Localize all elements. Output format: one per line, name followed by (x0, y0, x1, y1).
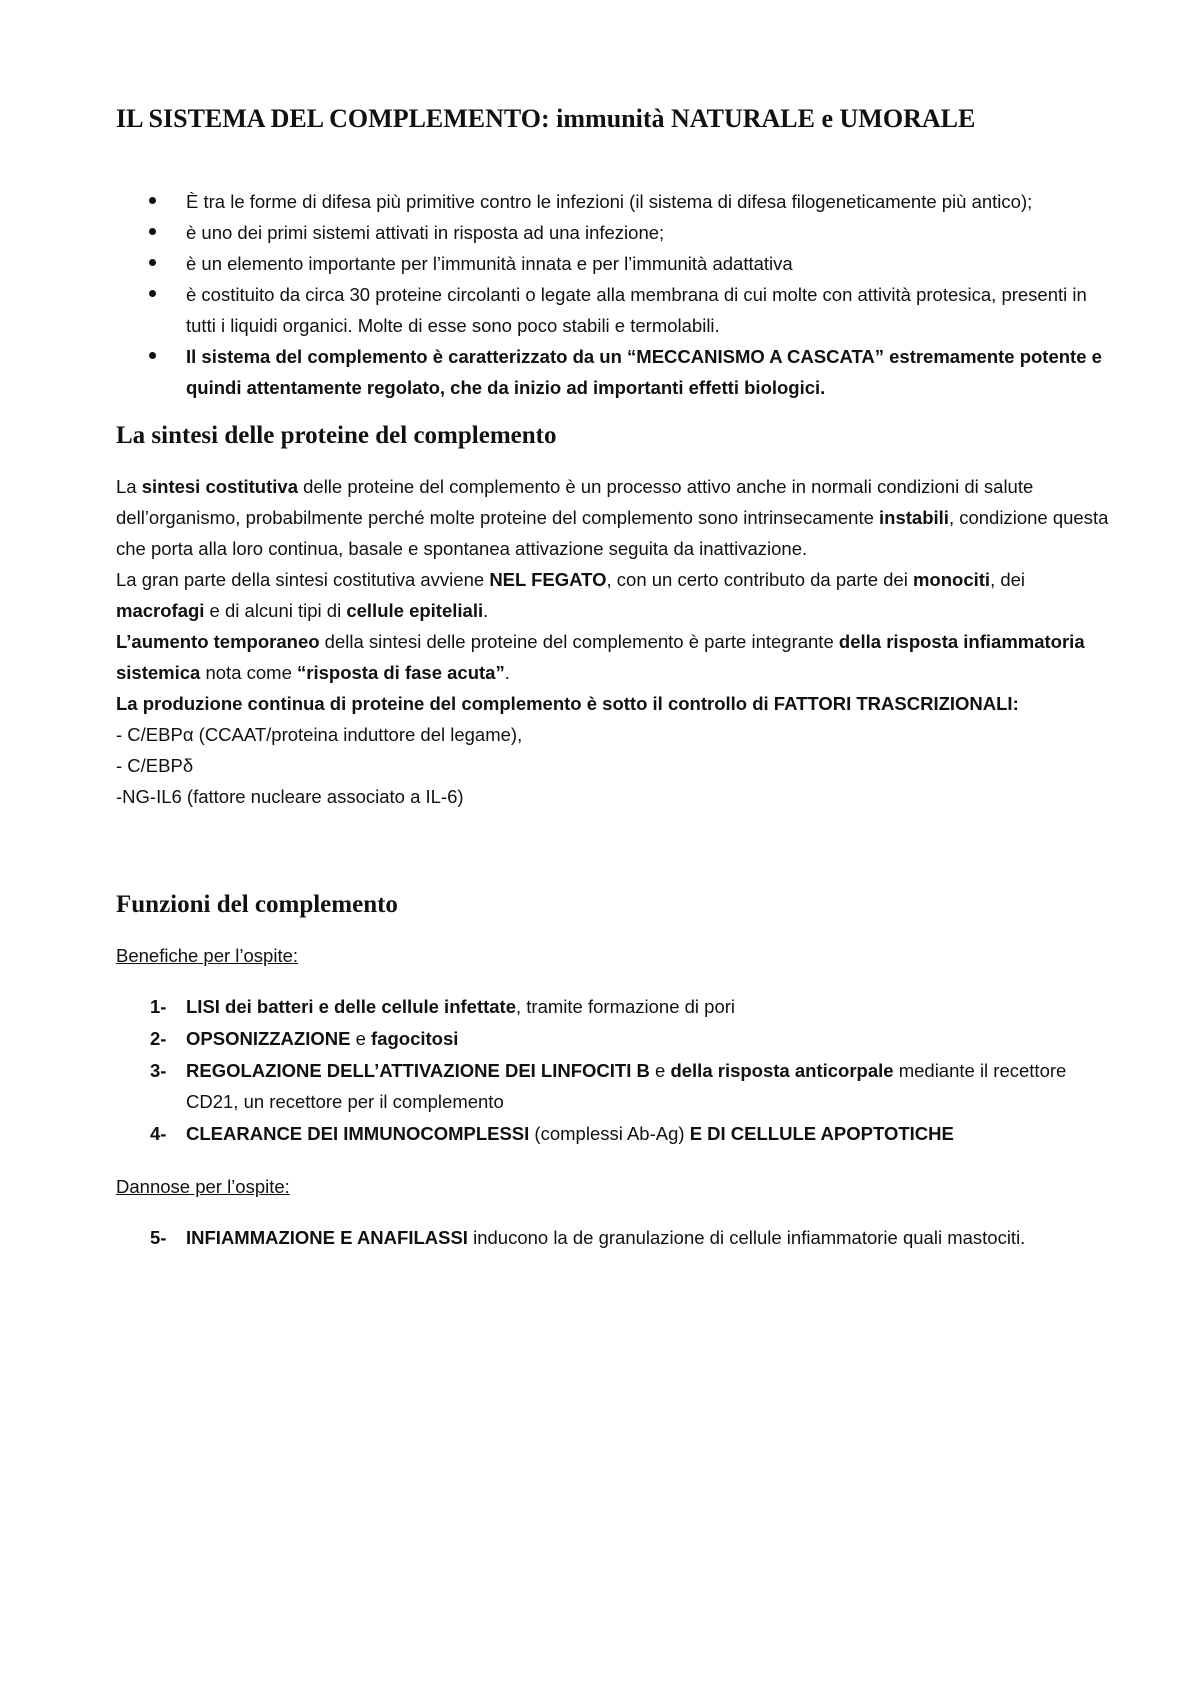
list-item: Il sistema del complemento è caratterizzato da un “MECCANISMO A CASCATA” estremamente potente e quindi attentamente regolato, che da inizio ad importanti effetti biologici. (186, 341, 1110, 403)
intro-bullet-list (116, 186, 1110, 403)
sintesi-body (116, 471, 1110, 812)
list-item: 3- REGOLAZIONE DELL’ATTIVAZIONE DEI LINFOCITI B e della risposta anticorpale mediante il recettore CD21, un recettore per il complemento (150, 1060, 1067, 1112)
bullet-icon (149, 197, 156, 204)
list-item: 1- LISI dei batteri e delle cellule infettate, tramite formazione di pori (150, 996, 736, 1017)
page-title: IL SISTEMA DEL COMPLEMENTO: immunità NATURALE e UMORALE (116, 104, 976, 133)
factor-item: -NG-IL6 (fattore nucleare associato a IL-6) (116, 786, 464, 807)
list-item: è un elemento importante per l’immunità innata e per l’immunità adattativa (186, 248, 1110, 279)
factor-item: - C/EBPδ (116, 755, 194, 776)
list-item: 2- OPSONIZZAZIONE e fagocitosi (150, 1028, 459, 1049)
section-heading-sintesi: La sintesi delle proteine del complemento (116, 422, 557, 449)
list-item: è costituito da circa 30 proteine circolanti o legate alla membrana di cui molte con attività protesica, presenti in tutti i liquidi organici. Molte di esse sono poco stabili e termolabili. (186, 279, 1110, 341)
bullet-icon (149, 259, 156, 266)
paragraph: La gran parte della sintesi costitutiva avviene NEL FEGATO, con un certo contributo da parte dei monociti, dei macrofagi e di alcuni tipi di cellule epiteliali. (116, 569, 1026, 621)
list-item: 4- CLEARANCE DEI IMMUNOCOMPLESSI (complessi Ab-Ag) E DI CELLULE APOPTOTICHE (150, 1123, 954, 1144)
paragraph: La produzione continua di proteine del complemento è sotto il controllo di FATTORI TRASCRIZIONALI: (116, 693, 1019, 714)
dannose-list (116, 1222, 1110, 1253)
list-item: 5- INFIAMMAZIONE E ANAFILASSI inducono la de granulazione di cellule infiammatorie quali mastociti. (150, 1227, 1026, 1248)
subheading-benefiche: Benefiche per l’ospite: (116, 945, 299, 966)
section-heading-funzioni: Funzioni del complemento (116, 891, 398, 918)
paragraph: La sintesi costitutiva delle proteine del complemento è un processo attivo anche in normali condizioni di salute dell’organismo, probabilmente perché molte proteine del complemento sono intrinsecamente instabili, condizione questa che porta alla loro continua, basale e spontanea attivazione seguita da inattivazione. (116, 476, 1109, 559)
benefiche-list (116, 991, 1110, 1149)
bullet-icon (149, 228, 156, 235)
list-item: è uno dei primi sistemi attivati in risposta ad una infezione; (186, 217, 1110, 248)
paragraph: L’aumento temporaneo della sintesi delle proteine del complemento è parte integrante della risposta infiammatoria sistemica nota come “risposta di fase acuta”. (116, 631, 1085, 683)
factor-item: - C/EBPα (CCAAT/proteina induttore del legame), (116, 724, 523, 745)
list-item: È tra le forme di difesa più primitive contro le infezioni (il sistema di difesa filogeneticamente più antico); (186, 186, 1110, 217)
bullet-icon (149, 290, 156, 297)
bullet-icon (149, 352, 156, 359)
subheading-dannose: Dannose per l’ospite: (116, 1176, 290, 1197)
